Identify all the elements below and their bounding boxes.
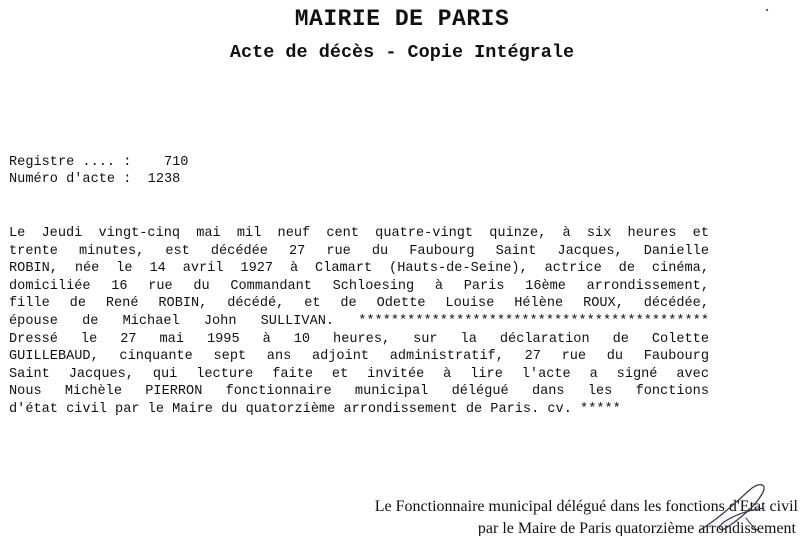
body-line: ROBIN, née le 14 avril 1927 à Clamart (Hauts-de-Seine), actrice de cinéma, (9, 261, 709, 277)
document-title: MAIRIE DE PARIS (294, 6, 510, 32)
registry-number: Registre .... : 710 (9, 155, 189, 170)
certificate-body (9, 225, 709, 417)
body-line: fille de René ROBIN, décédé, et de Odette Louise Hélène ROUX, décédée, (9, 296, 709, 312)
body-line: domiciliée 16 rue du Commandant Schloesing à Paris 16ème arrondissement, (9, 278, 709, 294)
body-line: Dressé le 27 mai 1995 à 10 heures, sur la déclaration de Colette (9, 331, 709, 347)
document-subtitle: Acte de décès - Copie Intégrale (229, 42, 575, 63)
body-line: épouse de Michael John SULLIVAN. ******************************************* (9, 313, 709, 329)
body-line: Nous Michèle PIERRON fonctionnaire municipal délégué dans les fonctions (9, 384, 709, 400)
body-line: d'état civil par le Maire du quatorzième arrondissement de Paris. cv. ***** (9, 401, 621, 417)
body-line: Saint Jacques, qui lecture faite et invitée à lire l'acte a signé avec (9, 366, 709, 382)
body-line: Le Jeudi vingt-cinq mai mil neuf cent quatre-vingt quinze, à six heures et (9, 226, 709, 241)
registry-block (9, 154, 188, 188)
scan-dot-mark (764, 8, 770, 12)
signature-title-line-2: par le Maire de Paris quatorzième arrondissement (477, 520, 796, 536)
act-number: Numéro d'acte : 1238 (9, 172, 181, 187)
handwritten-signature (690, 478, 780, 536)
body-line: GUILLEBAUD, cinquante sept ans adjoint administratif, 27 rue du Faubourg (9, 349, 709, 365)
body-line: trente minutes, est décédée 27 rue du Faubourg Saint Jacques, Danielle (9, 243, 709, 259)
signature-title-line-1: Le Fonctionnaire municipal délégué dans les fonctions d'Etat civil (374, 498, 798, 515)
